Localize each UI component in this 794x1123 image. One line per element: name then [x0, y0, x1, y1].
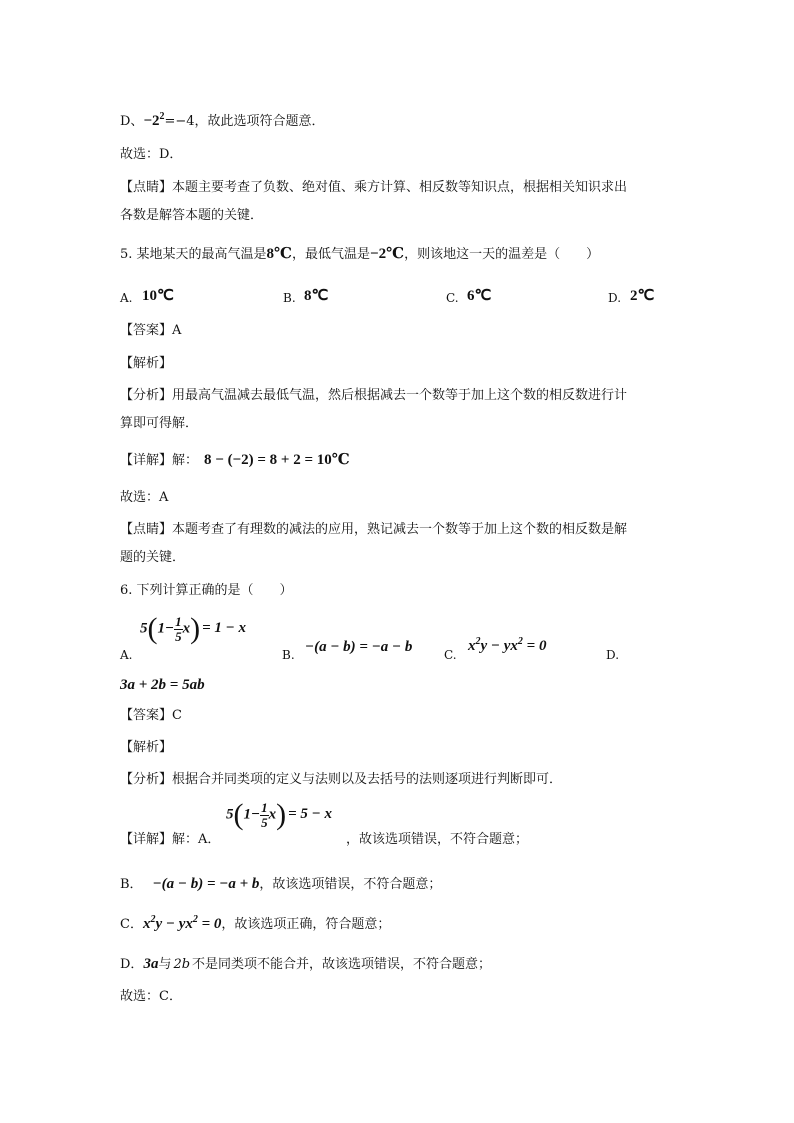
option-a-value: 10℃	[142, 288, 174, 304]
fraction: $\frac{1}{5}$	[175, 613, 182, 644]
text: =−4，故此选项符合题意．	[164, 114, 325, 129]
line-option-d-q4	[120, 113, 325, 130]
detail-d-line	[120, 956, 491, 973]
detail-q5	[120, 452, 350, 469]
text: 【详解】解：	[120, 453, 199, 468]
text: 1−	[157, 620, 175, 637]
text: 5	[140, 620, 148, 637]
analysis-q5: 【解析】	[120, 356, 173, 371]
text: C．	[120, 917, 143, 932]
option-c-value: 6℃	[467, 288, 492, 304]
pointer-q5: 【点睛】本题考查了有理数的减法的应用，熟记减去一个数等于加上这个数的相反数是解	[120, 522, 628, 537]
math-3a: 3a	[143, 956, 159, 972]
option-d-letter-q6: D.	[606, 648, 620, 662]
detail-c-line	[120, 916, 390, 933]
text: D、	[120, 114, 144, 129]
option-d-letter: D.	[608, 291, 622, 305]
text: ，则该地这一天的温差是（ ）	[404, 247, 600, 262]
fraction: $\frac{1}{5}$	[261, 799, 268, 830]
option-d-value: 2℃	[630, 288, 655, 304]
text: = 5 − x	[288, 806, 332, 823]
line-choose-q4: 故选：D．	[120, 147, 183, 162]
text: ，故该选项错误，不符合题意；	[259, 877, 442, 892]
choose-q6: 故选：C．	[120, 989, 182, 1004]
detail-a-text: ，故该选项错误，不符合题意；	[346, 832, 529, 847]
analysis-q6: 【解析】	[120, 740, 173, 755]
text: = 1 − x	[202, 620, 246, 637]
text: 与	[158, 957, 172, 972]
text: D．	[120, 957, 144, 972]
fenxi-q5-cont: 算即可得解．	[120, 416, 199, 431]
pointer-q5-cont: 题的关键．	[120, 550, 186, 565]
text: 5. 某地某天的最高气温是	[120, 247, 267, 262]
text: ，最低气温是	[292, 247, 371, 262]
math-detail-b: −(a − b) = −a + b	[152, 876, 260, 892]
option-a-expression: 5(1− $\frac{1}{5}$ x) = 1 − x	[140, 612, 246, 645]
text: 1−	[243, 806, 261, 823]
text: B．	[120, 877, 143, 892]
option-a-letter-q6: A.	[120, 648, 133, 662]
question-5-stem	[120, 246, 599, 263]
math-high-temp: 8℃	[266, 246, 293, 262]
option-b-letter: B.	[283, 291, 296, 305]
answer-q6: 【答案】C	[120, 708, 182, 723]
text: 不是同类项不能合并，故该选项错误，不符合题意；	[192, 957, 492, 972]
text: 5	[226, 806, 234, 823]
detail-q6-label: 【详解】解：A．	[120, 832, 221, 847]
text: x	[268, 806, 277, 823]
option-a-letter: A.	[120, 291, 133, 305]
text: ，故该选项正确，符合题意；	[221, 917, 391, 932]
detail-a-expression: 5(1− $\frac{1}{5}$ x) = 5 − x	[226, 798, 332, 831]
option-c-letter-q6: C.	[444, 648, 457, 662]
option-b-letter-q6: B.	[282, 648, 295, 662]
choose-q5: 故选：A	[120, 490, 169, 505]
math-neg-2-squared: $-2^2$	[143, 111, 165, 129]
option-b-expression: −(a − b) = −a − b	[305, 639, 413, 655]
text: x	[182, 620, 191, 637]
line-pointer-q4: 【点睛】本题主要考查了负数、绝对值、乘方计算、相反数等知识点，根据相关知识求出	[120, 180, 628, 195]
detail-b-line	[120, 876, 441, 893]
fenxi-q5: 【分析】用最高气温减去最低气温，然后根据减去一个数等于加上这个数的相反数进行计	[120, 388, 628, 403]
fenxi-q6: 【分析】根据合并同类项的定义与法则以及去括号的法则逐项进行判断即可．	[120, 772, 563, 787]
question-6-stem: 6. 下列计算正确的是（ ）	[120, 583, 293, 598]
math-detail-c: $x^2y - yx^2 = 0$	[142, 914, 222, 932]
line-pointer-q4-cont: 各数是解答本题的关键．	[120, 208, 264, 223]
math-2b: 2b	[173, 957, 191, 972]
answer-q5: 【答案】A	[120, 323, 182, 338]
option-c-letter: C.	[446, 291, 459, 305]
option-b-value: 8℃	[304, 288, 329, 304]
math-detail: 8 − (−2) = 8 + 2 = 10℃	[204, 452, 350, 468]
option-c-expression: $x^2y - yx^2 = 0$	[468, 636, 547, 654]
math-low-temp: −2℃	[370, 246, 405, 262]
option-d-expression: 3a + 2b = 5ab	[120, 677, 205, 693]
